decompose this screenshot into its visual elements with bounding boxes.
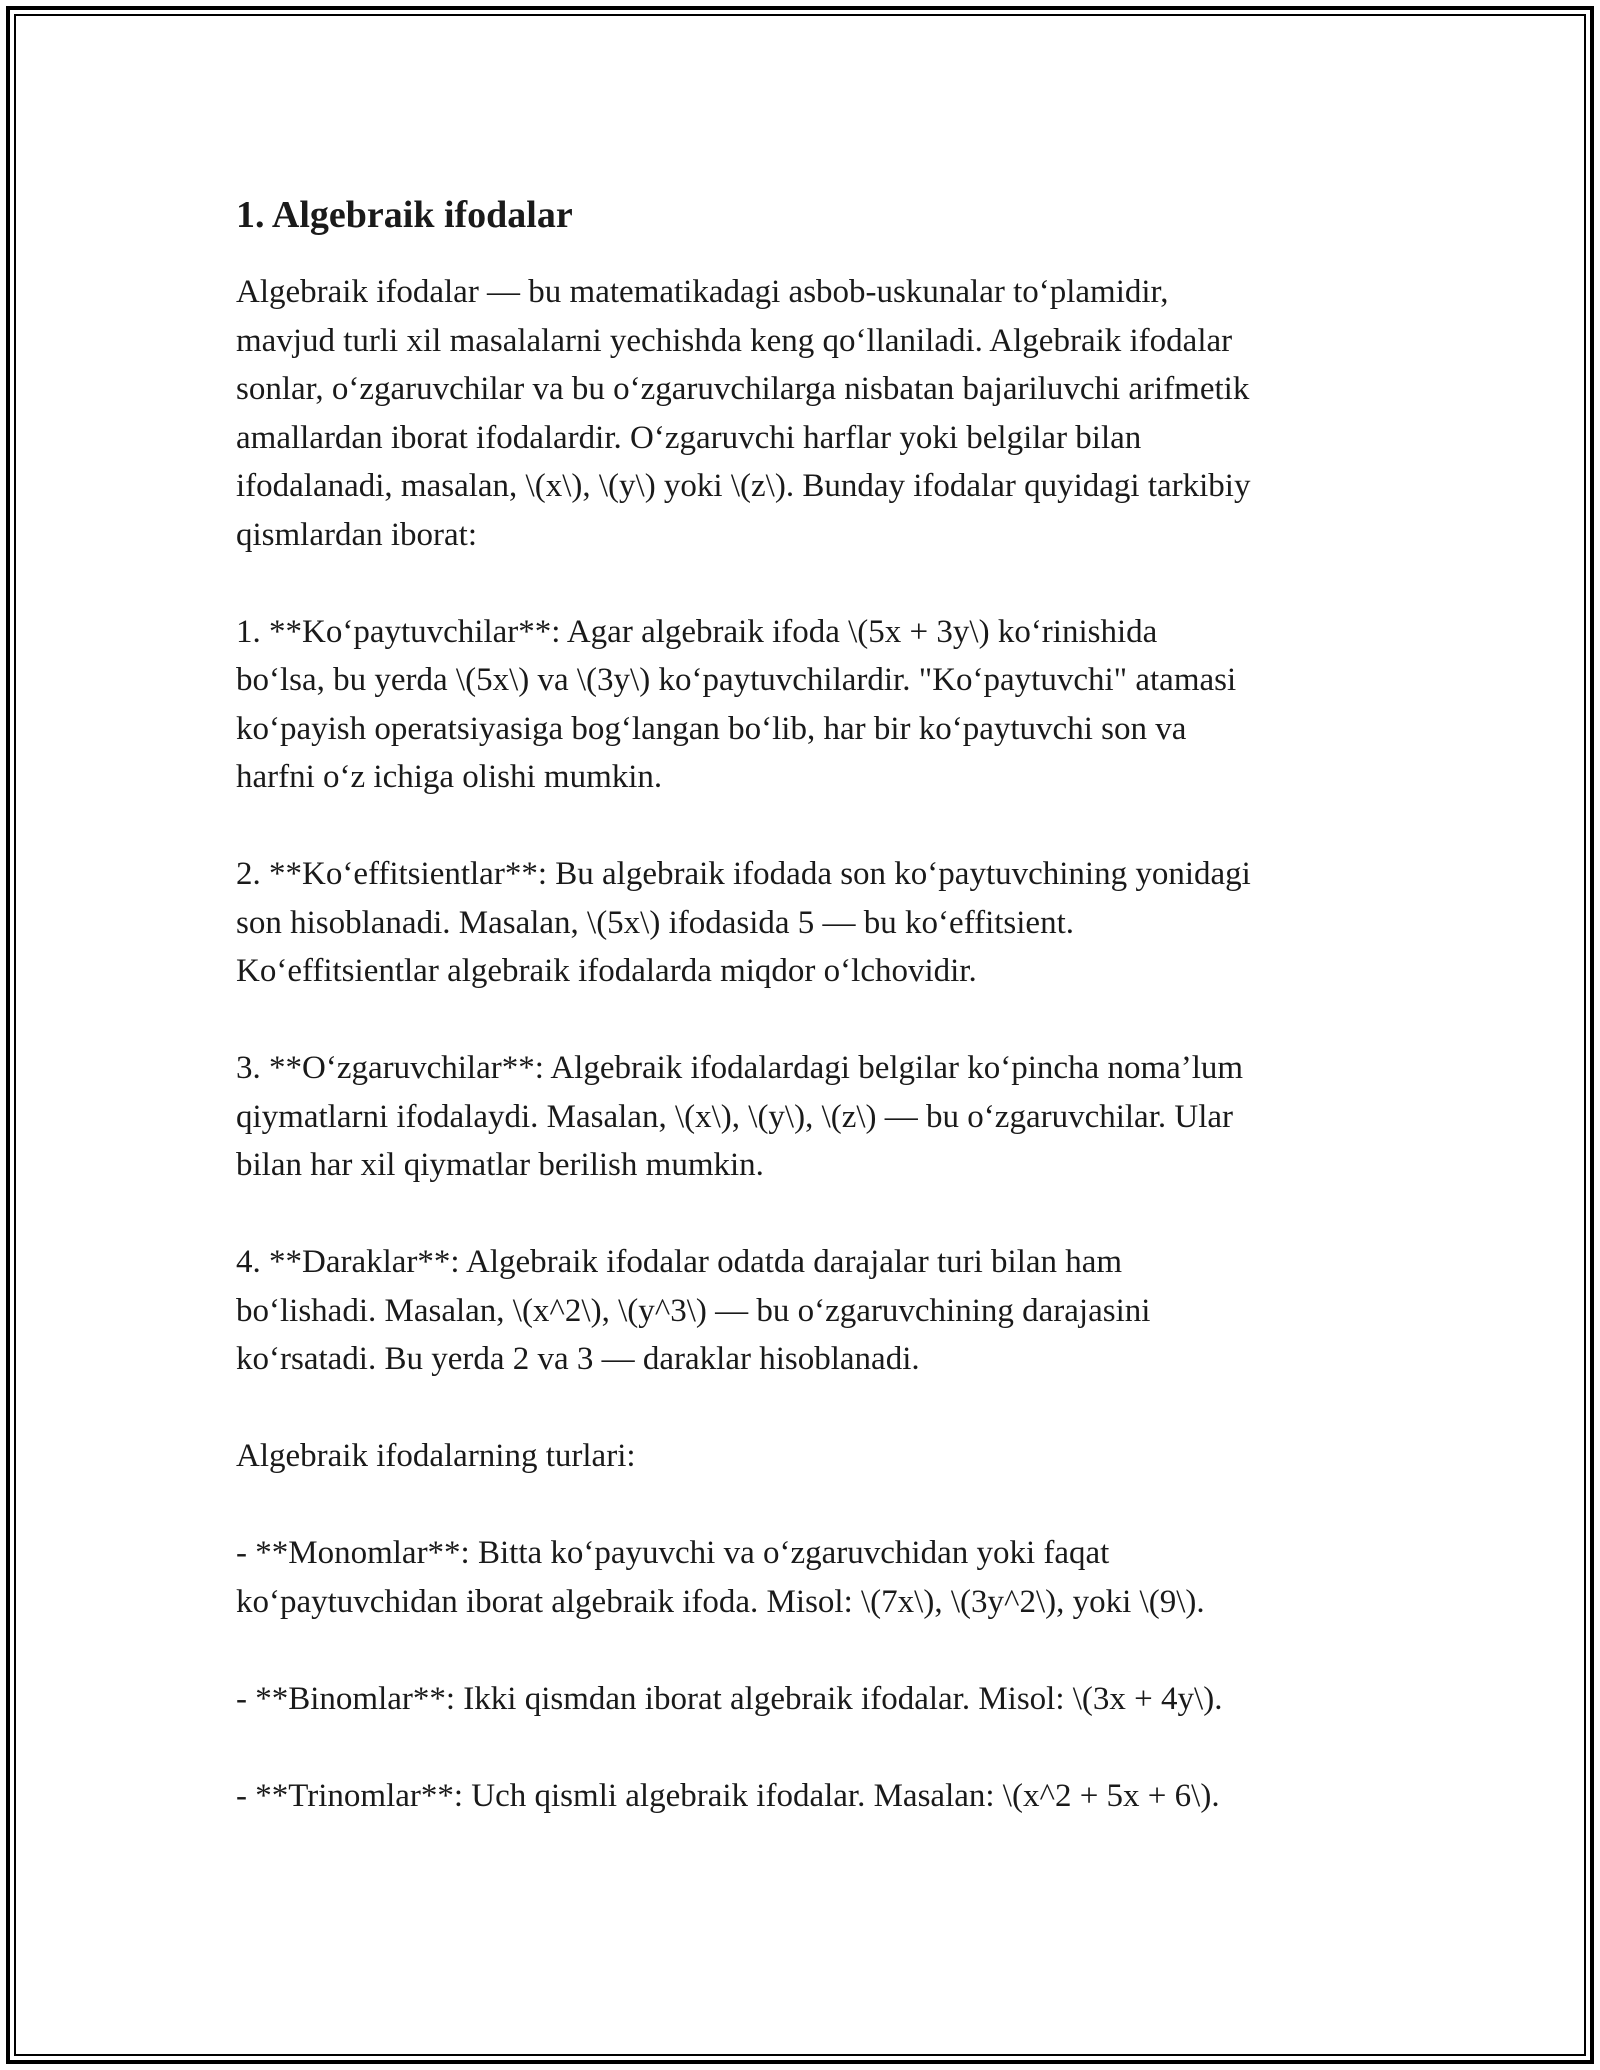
list-item-coefficients: 2. **Ko‘effitsientlar**: Bu algebraik ifodada son ko‘paytuvchining yonidagi son hisoblanadi. Masalan, \(5x\) ifodasida 5 — bu ko‘effitsient. Ko‘effitsientlar algebraik ifodalarda miqdor o‘lchovidir. — [236, 856, 1251, 989]
paragraph-gap — [236, 1190, 1376, 1239]
type-item-binomials: - **Binomlar**: Ikki qismdan iborat algebraik ifodalar. Misol: \(3x + 4y\). — [236, 1680, 1223, 1717]
paragraph-gap — [236, 559, 1376, 608]
list-item-multipliers: 1. **Ko‘paytuvchilar**: Agar algebraik ifoda \(5x + 3y\) ko‘rinishida bo‘lsa, bu yerda \(5x\) va \(3y\) ko‘paytuvchilardir. "Ko‘paytuvchi" atamasi ko‘payish operatsiyasiga bog‘langan bo‘lib, har bir ko‘paytuvchi son va harfni o‘z ichiga olishi mumkin. — [236, 613, 1237, 795]
paragraph-gap — [236, 802, 1376, 851]
paragraph-gap — [236, 1384, 1376, 1433]
intro-paragraph: Algebraik ifodalar — bu matematikadagi asbob-uskunalar to‘plamidir, mavjud turli xil masalalarni yechishda keng qo‘llaniladi. Algebraik ifodalar sonlar, o‘zgaruvchilar va bu o‘zgaruvchilarga nisbatan bajariluvchi arifmetik amallardan iborat ifodalardir. O‘zgaruvchi harflar yoki belgilar bilan ifodalanadi, masalan, \(x\), \(y\) yoki \(z\). Bunday ifodalar quyidagi tarkibiy qismlardan iborat: — [236, 274, 1251, 553]
type-item-trinomials: - **Trinomlar**: Uch qismli algebraik ifodalar. Masalan: \(x^2 + 5x + 6\). — [236, 1777, 1220, 1814]
list-item-exponents: 4. **Daraklar**: Algebraik ifodalar odatda darajalar turi bilan ham bo‘lishadi. Masalan, \(x^2\), \(y^3\) — bu o‘zgaruvchining darajasini ko‘rsatadi. Bu yerda 2 va 3 — daraklar hisoblanadi. — [236, 1244, 1151, 1377]
document-body — [236, 190, 1376, 1820]
section-heading: 1. Algebraik ifodalar — [236, 194, 573, 236]
type-item-monomials: - **Monomlar**: Bitta ko‘payuvchi va o‘zgaruvchidan yoki faqat ko‘paytuvchidan iborat algebraik ifoda. Misol: \(7x\), \(3y^2\), yoki \(9\). — [236, 1535, 1205, 1620]
paragraph-gap — [236, 1481, 1376, 1530]
paragraph-gap — [236, 1723, 1376, 1772]
paragraph-gap — [236, 996, 1376, 1045]
paragraph-gap — [236, 1626, 1376, 1675]
list-item-variables: 3. **O‘zgaruvchilar**: Algebraik ifodalardagi belgilar ko‘pincha noma’lum qiymatlarni ifodalaydi. Masalan, \(x\), \(y\), \(z\) — bu o‘zgaruvchilar. Ular bilan har xil qiymatlar berilish mumkin. — [236, 1050, 1244, 1183]
types-heading: Algebraik ifodalarning turlari: — [236, 1438, 636, 1474]
